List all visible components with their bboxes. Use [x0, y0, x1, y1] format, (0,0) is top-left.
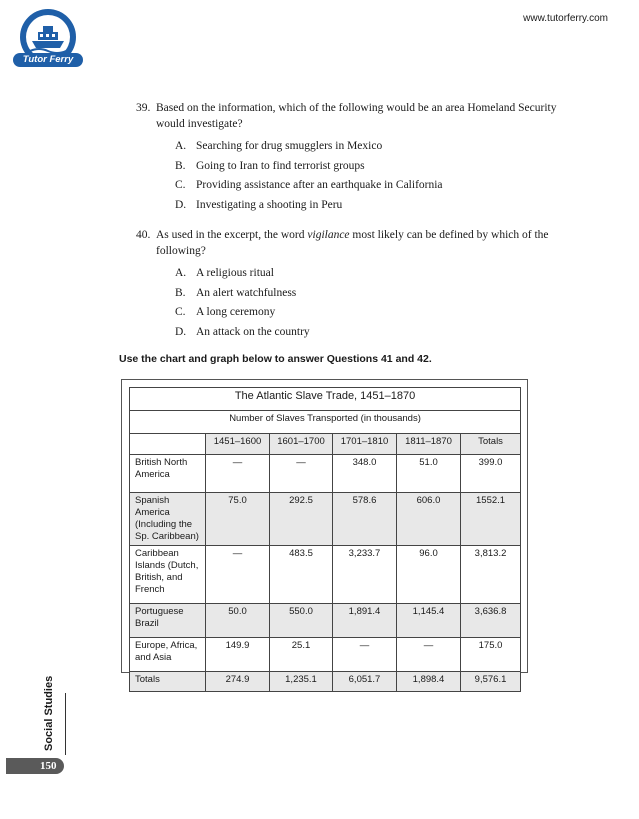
table-frame — [121, 379, 528, 685]
table-cell: 1,145.4 — [397, 604, 461, 638]
answer-option-a — [175, 138, 566, 158]
table-cell: — — [206, 546, 270, 604]
option-letter: A. — [175, 267, 187, 279]
table-cell: 3,233.7 — [333, 546, 397, 604]
answer-option-b — [175, 285, 566, 305]
table-cell: 75.0 — [206, 493, 270, 546]
table-cell: 483.5 — [270, 546, 333, 604]
table-cell: 1552.1 — [461, 493, 521, 546]
row-label: Caribbean Islands (Dutch, British, and French — [130, 546, 206, 604]
table-cell: — — [270, 455, 333, 493]
header-1701-1810: 1701–1810 — [333, 434, 397, 455]
question-stem — [136, 227, 566, 259]
answer-options — [175, 265, 566, 343]
table-cell: 51.0 — [397, 455, 461, 493]
question-text-start: As used in the excerpt, the word — [156, 229, 308, 241]
option-text: A long ceremony — [196, 306, 276, 318]
table-cell: 50.0 — [206, 604, 270, 638]
question-39 — [136, 100, 566, 216]
option-text: Providing assistance after an earthquake in California — [196, 179, 443, 191]
tutor-ferry-logo — [10, 8, 86, 72]
option-text: An alert watchfulness — [196, 286, 297, 299]
question-40 — [136, 227, 566, 343]
option-letter: B. — [175, 159, 186, 172]
answer-option-c — [175, 177, 566, 197]
table-subtitle: Number of Slaves Transported (in thousands) — [130, 411, 521, 434]
question-text-end: most likely can be defined by which of the following? — [156, 229, 549, 257]
table-row-totals — [130, 672, 521, 692]
section-label: Social Studies — [43, 675, 55, 751]
answer-option-c — [175, 304, 566, 324]
page-number: 150 — [40, 760, 57, 772]
table-cell: 292.5 — [270, 493, 333, 546]
logo-text: Tutor Ferry — [22, 54, 74, 65]
option-text: Going to Iran to find terrorist groups — [196, 159, 365, 172]
table-row — [130, 638, 521, 672]
table-cell: 9,576.1 — [461, 672, 521, 692]
header-1811-1870: 1811–1870 — [397, 434, 461, 455]
row-label: Portuguese Brazil — [130, 604, 206, 638]
option-letter: B. — [175, 286, 186, 299]
row-label: Europe, Africa, and Asia — [130, 638, 206, 672]
row-label: Totals — [130, 672, 206, 692]
table-cell: 175.0 — [461, 638, 521, 672]
option-text: Searching for drug smugglers in Mexico — [196, 140, 383, 152]
question-text — [156, 227, 566, 259]
option-letter: D. — [175, 198, 187, 211]
table-cell: 578.6 — [333, 493, 397, 546]
table-cell: 1,891.4 — [333, 604, 397, 638]
slave-trade-table — [129, 387, 521, 692]
table-row — [130, 493, 521, 546]
table-cell: 606.0 — [397, 493, 461, 546]
table-cell: 1,898.4 — [397, 672, 461, 692]
table-cell: 25.1 — [270, 638, 333, 672]
answer-option-d — [175, 197, 566, 217]
side-divider — [65, 693, 66, 755]
answer-options — [175, 138, 566, 216]
table-cell: 3,813.2 — [461, 546, 521, 604]
instruction-text: Use the chart and graph below to answer Questions 41 and 42. — [119, 353, 432, 365]
table-title: The Atlantic Slave Trade, 1451–1870 — [130, 388, 521, 411]
option-letter: C. — [175, 179, 186, 191]
option-letter: C. — [175, 306, 186, 318]
table-header-row — [130, 434, 521, 455]
table-cell: 3,636.8 — [461, 604, 521, 638]
emphasized-word: vigilance — [307, 229, 350, 241]
header-blank — [130, 434, 206, 455]
question-number: 40. — [136, 229, 151, 241]
header-totals: Totals — [461, 434, 521, 455]
option-text: Investigating a shooting in Peru — [196, 198, 343, 211]
row-label: Spanish America (Including the Sp. Caribbean) — [130, 493, 206, 546]
question-number: 39. — [136, 102, 151, 114]
option-letter: D. — [175, 325, 187, 338]
table-cell: — — [397, 638, 461, 672]
table-cell: 96.0 — [397, 546, 461, 604]
question-text: Based on the information, which of the following would be an area Homeland Security would investigate? — [156, 102, 557, 130]
question-stem — [136, 100, 566, 132]
option-text: An attack on the country — [196, 325, 310, 338]
table-row — [130, 546, 521, 604]
table-cell: 348.0 — [333, 455, 397, 493]
option-text: A religious ritual — [196, 267, 274, 279]
answer-option-a — [175, 265, 566, 285]
table-cell: — — [333, 638, 397, 672]
table-cell: 149.9 — [206, 638, 270, 672]
option-letter: A. — [175, 140, 187, 152]
answer-option-d — [175, 324, 566, 344]
table-row — [130, 604, 521, 638]
table-row — [130, 455, 521, 493]
row-label: British North America — [130, 455, 206, 493]
table-cell: 550.0 — [270, 604, 333, 638]
header-1451-1600: 1451–1600 — [206, 434, 270, 455]
header-1601-1700: 1601–1700 — [270, 434, 333, 455]
table-cell: 6,051.7 — [333, 672, 397, 692]
table-cell: — — [206, 455, 270, 493]
table-cell: 1,235.1 — [270, 672, 333, 692]
table-cell: 399.0 — [461, 455, 521, 493]
table-cell: 274.9 — [206, 672, 270, 692]
site-url[interactable]: www.tutorferry.com — [523, 13, 608, 24]
answer-option-b — [175, 158, 566, 178]
